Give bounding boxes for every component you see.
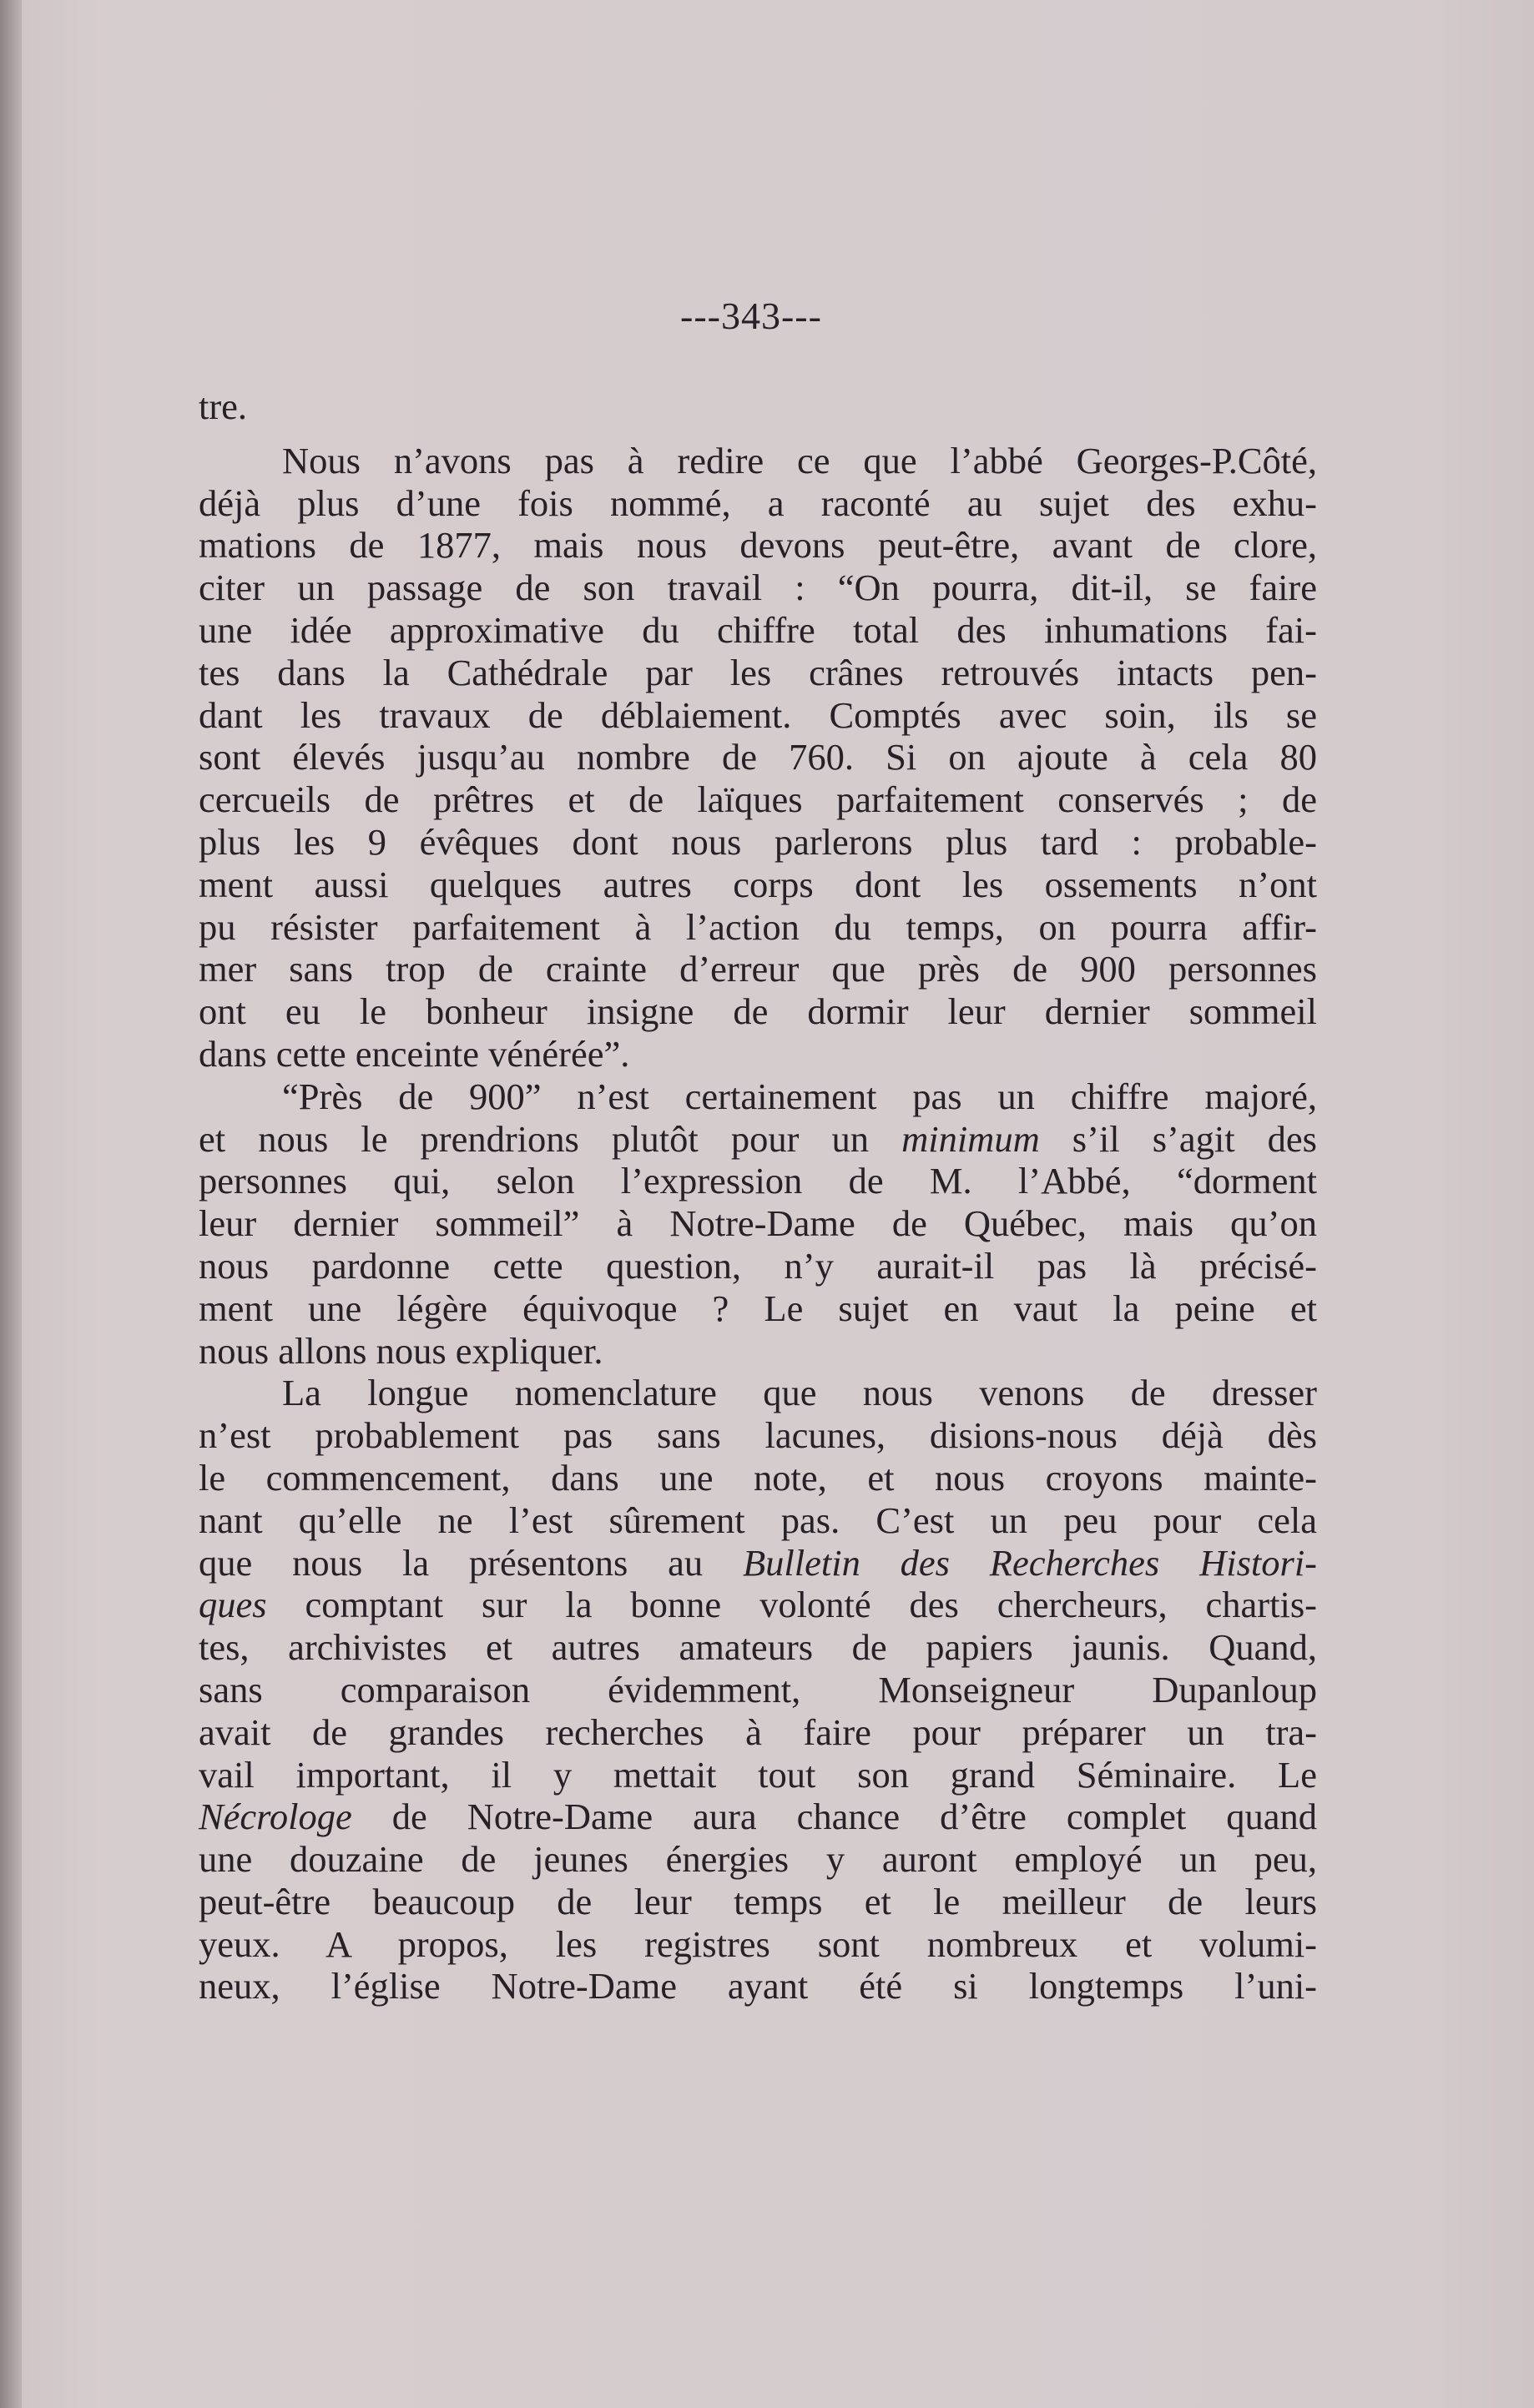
- text-line: n’est probablement pas sans lacunes, disions-nous déjà dès: [199, 1414, 1317, 1457]
- text-line: mer sans trop de crainte d’erreur que près de 900 personnes: [199, 948, 1317, 990]
- text-line: neux, l’église Notre-Dame ayant été si longtemps l’uni-: [199, 1965, 1317, 2008]
- text-line: peut-être beaucoup de leur temps et le meilleur de leurs: [199, 1880, 1317, 1922]
- text-line: une idée approximative du chiffre total des inhumations fai-: [199, 608, 1317, 651]
- page-number: ---343---: [680, 295, 822, 337]
- text-line: sans comparaison évidemment, Monseigneur Dupanloup: [199, 1668, 1317, 1710]
- italic-title: Nécrologe: [199, 1796, 352, 1838]
- text-line: mations de 1877, mais nous devons peut-être, avant de clore,: [199, 524, 1317, 567]
- italic-title: ques: [199, 1584, 267, 1626]
- text-line: sont élevés jusqu’au nombre de 760. Si on ajoute à cela 80: [199, 736, 1317, 778]
- text-line: avait de grandes recherches à faire pour préparer un tra-: [199, 1710, 1317, 1753]
- text-line: une douzaine de jeunes énergies y auront employé un peu,: [199, 1838, 1317, 1881]
- text-line: Nous n’avons pas à redire ce que l’abbé Georges-P.Côté,: [282, 439, 1317, 481]
- text-line: le commencement, dans une note, et nous croyons mainte-: [199, 1456, 1317, 1499]
- text-line: pu résister parfaitement à l’action du temps, on pourra affir-: [199, 905, 1317, 948]
- text-line: La longue nomenclature que nous venons de dresser: [282, 1372, 1317, 1414]
- text-line: leur dernier sommeil” à Notre-Dame de Québec, mais qu’on: [199, 1202, 1317, 1245]
- text-line: personnes qui, selon l’expression de M. l’Abbé, “dorment: [199, 1160, 1317, 1202]
- text-line: tes dans la Cathédrale par les crânes retrouvés intacts pen-: [199, 651, 1317, 693]
- italic-title: Bulletin des Recherches Histori-: [742, 1541, 1317, 1584]
- book-spine-shadow: [0, 0, 22, 2408]
- text-line: déjà plus d’une fois nommé, a raconté au sujet des exhu-: [199, 481, 1317, 524]
- text-line: nant qu’elle ne l’est sûrement pas. C’est un peu pour cela: [199, 1499, 1317, 1541]
- text-line: “Près de 900” n’est certainement pas un chiffre majoré,: [282, 1075, 1317, 1117]
- text-line: et nous le prendrions plutôt pour un minimum s’il s’agit des: [199, 1117, 1317, 1160]
- text-line: nous allons nous expliquer.: [199, 1329, 603, 1372]
- text-line: ont eu le bonheur insigne de dormir leur dernier sommeil: [199, 990, 1317, 1033]
- text-line: vail important, il y mettait tout son grand Séminaire. Le: [199, 1753, 1317, 1796]
- text-line: plus les 9 évêques dont nous parlerons plus tard : probable-: [199, 820, 1317, 863]
- text-line: tre.: [199, 385, 248, 427]
- text-line: ment aussi quelques autres corps dont les ossements n’ont: [199, 863, 1317, 905]
- text-line: nous pardonne cette question, n’y aurait-il pas là précisé-: [199, 1244, 1317, 1287]
- text-line: citer un passage de son travail : “On pourra, dit-il, se faire: [199, 567, 1317, 609]
- text-line: cercueils de prêtres et de laïques parfaitement conservés ; de: [199, 778, 1317, 821]
- text-line: dant les travaux de déblaiement. Comptés avec soin, ils se: [199, 693, 1317, 736]
- text-line: que nous la présentons au Bulletin des Recherches Histori-: [199, 1541, 1317, 1584]
- text-line: dans cette enceinte vénérée”.: [199, 1032, 630, 1075]
- text-line: yeux. A propos, les registres sont nombreux et volumi-: [199, 1922, 1317, 1965]
- body-text: [199, 385, 1317, 2008]
- italic-term: minimum: [901, 1117, 1040, 1160]
- text-line: Nécrologe de Notre-Dame aura chance d’être complet quand: [199, 1796, 1317, 1838]
- text-line: ment une légère équivoque ? Le sujet en vaut la peine et: [199, 1287, 1317, 1329]
- text-line: tes, archivistes et autres amateurs de papiers jaunis. Quand,: [199, 1626, 1317, 1669]
- text-line: ques comptant sur la bonne volonté des chercheurs, chartis-: [199, 1584, 1317, 1626]
